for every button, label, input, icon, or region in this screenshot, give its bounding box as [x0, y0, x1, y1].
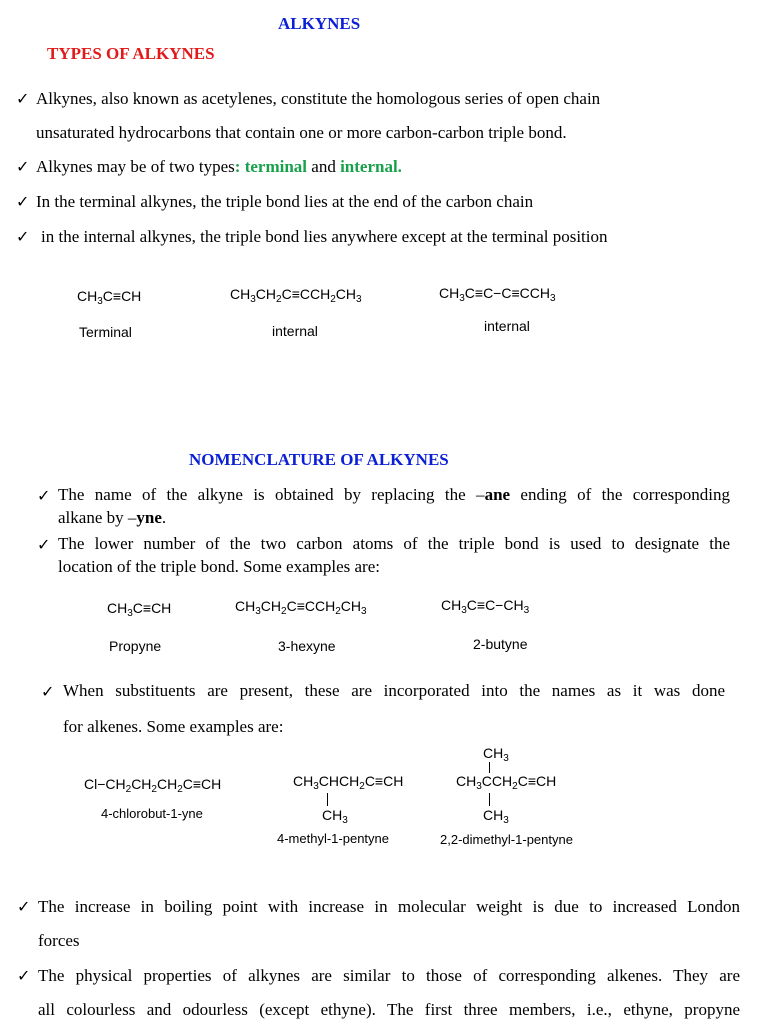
- types-bullet-1-line1: Alkynes, also known as acetylenes, constitute the homologous series of open chain: [36, 89, 601, 108]
- substituent-bullet-line1: When substituents are present, these are incorporated into the names as it was done: [63, 681, 725, 700]
- check-icon: ✓: [16, 192, 30, 211]
- formula-3-hexyne: $CH_3CH_2C\equiv CCH_2CH_3$: [235, 598, 367, 617]
- bullet-text: Alkynes may be of two types: [36, 157, 235, 176]
- and-text: and: [307, 157, 341, 176]
- types-bullet-2: [36, 156, 402, 178]
- formula-2-2-dimethyl-1-pentyne: $CH_3CCH_2C\equiv CH$: [456, 773, 557, 792]
- formula-internal-2: $CH_3C\equiv C-C\equiv CCH_3$: [439, 285, 556, 304]
- formula-4-chlorobut-1-yne: $Cl-CH_2CH_2CH_2C\equiv CH$: [84, 776, 222, 795]
- check-icon: ✓: [16, 157, 30, 176]
- label-2-butyne: 2-butyne: [473, 636, 528, 652]
- property-bullet-2-line1: The physical properties of alkynes are similar to those of corresponding alkenes. They are: [38, 966, 740, 985]
- label-internal-1: internal: [272, 323, 318, 339]
- property-bullet-2-line2: all colourless and odourless (except ethyne). The first three members, i.e., ethyne, propyne: [38, 1000, 740, 1019]
- label-4-methyl-1-pentyne: 4-methyl-1-pentyne: [277, 831, 389, 846]
- label-4-chlorobut-1-yne: 4-chlorobut-1-yne: [101, 806, 203, 821]
- branch-methyl: $CH_3$: [322, 807, 348, 826]
- types-heading: TYPES OF ALKYNES: [47, 44, 215, 63]
- types-bullet-1-line2: unsaturated hydrocarbons that contain one or more carbon-carbon triple bond.: [36, 123, 567, 142]
- colon-text: :: [234, 157, 245, 176]
- check-icon: ✓: [17, 966, 31, 985]
- page-title: ALKYNES: [278, 14, 361, 33]
- terminal-keyword: terminal: [244, 157, 308, 176]
- formula-2-butyne: $CH_3C\equiv C-CH_3$: [441, 597, 530, 616]
- nomenclature-bullet-1-line2: alkane by –yne.: [58, 508, 167, 527]
- formula-propyne: $CH_3C\equiv CH$: [107, 600, 172, 619]
- label-2-2-dimethyl-1-pentyne: 2,2-dimethyl-1-pentyne: [440, 832, 573, 847]
- formula-terminal: $CH_3C\equiv CH$: [77, 288, 142, 307]
- property-bullet-1-line2: forces: [38, 931, 80, 950]
- label-terminal: Terminal: [79, 324, 132, 340]
- bond-line: [327, 793, 328, 806]
- branch-methyl-bottom: $CH_3$: [483, 807, 509, 826]
- check-icon: ✓: [41, 682, 55, 701]
- check-icon: ✓: [37, 486, 51, 505]
- property-bullet-1-line1: The increase in boiling point with increase in molecular weight is due to increased London: [38, 897, 740, 916]
- bond-line: [489, 762, 490, 773]
- formula-internal-1: $CH_3CH_2C\equiv CCH_2CH_3$: [230, 286, 362, 305]
- check-icon: ✓: [17, 897, 31, 916]
- nomenclature-bullet-2-line1: The lower number of the two carbon atoms of the triple bond is used to designate the: [58, 534, 730, 553]
- formula-4-methyl-1-pentyne: $CH_3CHCH_2C\equiv CH$: [293, 773, 404, 792]
- types-bullet-4: in the internal alkynes, the triple bond lies anywhere except at the terminal position: [41, 227, 608, 246]
- label-3-hexyne: 3-hexyne: [278, 638, 336, 654]
- check-icon: ✓: [16, 89, 30, 108]
- branch-methyl-top: $CH_3$: [483, 745, 509, 764]
- check-icon: ✓: [16, 227, 30, 246]
- label-internal-2: internal: [484, 318, 530, 334]
- nomenclature-bullet-1-line1: The name of the alkyne is obtained by replacing the –ane ending of the corresponding: [58, 485, 730, 504]
- label-propyne: Propyne: [109, 638, 162, 654]
- types-bullet-3: In the terminal alkynes, the triple bond lies at the end of the carbon chain: [36, 192, 534, 211]
- nomenclature-heading: NOMENCLATURE OF ALKYNES: [189, 450, 449, 469]
- substituent-bullet-line2: for alkenes. Some examples are:: [63, 717, 284, 736]
- nomenclature-bullet-2-line2: location of the triple bond. Some examples are:: [58, 557, 380, 576]
- bond-line: [489, 793, 490, 806]
- internal-keyword: internal.: [340, 157, 402, 176]
- check-icon: ✓: [37, 535, 51, 554]
